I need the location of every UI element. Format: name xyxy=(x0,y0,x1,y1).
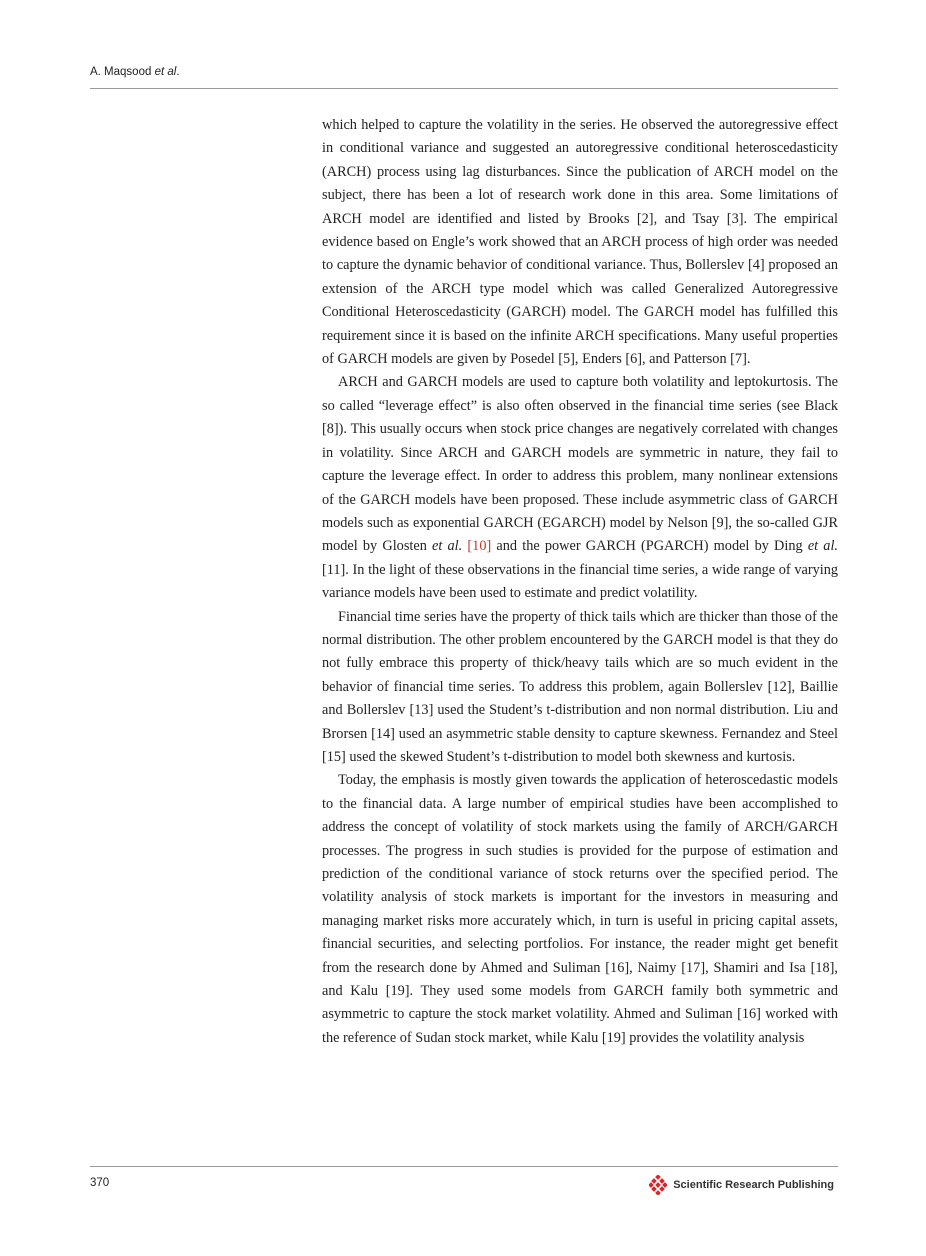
paragraph-3: Financial time series have the property of thick tails which are thicker than those of the normal distribution. The other problem encountered by the GARCH model is that they do not fully embrace this property of thick/heavy tails which are so much evident in the behavior of financial time series. To address this problem, again Bollerslev [12], Baillie and Bollerslev [13] used the Student’s t-distribution and non normal distribution. Liu and Brorsen [14] used an asymmetric stable density to capture skewness. Fernandez and Steel [15] used the skewed Student’s t-distribution to model both skewness and kurtosis. xyxy=(322,608,838,765)
footer-rule xyxy=(90,1166,838,1167)
running-head-author: A. Maqsood xyxy=(90,66,155,78)
running-head xyxy=(90,66,180,78)
header-rule xyxy=(90,88,838,89)
etal-glosten: et al. xyxy=(432,538,463,555)
paragraph-2-part-c: [11]. In the light of these observations in the financial time series, a wide range of varying variance models have been used to estimate and predict volatility. xyxy=(322,561,838,602)
paragraph-4: Today, the emphasis is mostly given towards the application of heteroscedastic models to the financial data. A large number of empirical studies have been accomplished to address the concept of volatility of stock markets using the family of ARCH/GARCH processes. The progress in such studies is provided for the purpose of estimation and prediction of the conditional variance of stock returns over the specified period. The volatility analysis of stock markets is important for the investors in measuring and managing market risks more accurately which, in turn is useful in pricing capital assets, financial securities, and selecting portfolios. For instance, the reader might get benefit from the research done by Ahmed and Suliman [16], Naimy [17], Shamiri and Isa [18], and Kalu [19]. They used some models from GARCH family both symmetric and asymmetric to capture the stock market volatility. Ahmed and Suliman [16] worked with the reference of Sudan stock market, while Kalu [19] provides the volatility analysis xyxy=(322,772,838,1046)
publisher-logo[interactable] xyxy=(649,1174,834,1196)
page-number: 370 xyxy=(90,1177,110,1189)
paragraph-2-part-b: and the power GARCH (PGARCH) model by Ding xyxy=(491,538,808,555)
etal-ding: et al. xyxy=(807,538,838,555)
paragraph-1: which helped to capture the volatility in the series. He observed the autoregressive effect in conditional variance and suggested an autoregressive conditional heteroscedasticity (ARCH) process using lag disturbances. Since the publication of ARCH model on the subject, there has been a lot of research work done in this area. Some limitations of ARCH model are identified and listed by Brooks [2], and Tsay [3]. The empirical evidence based on Engle’s work showed that an ARCH process of high order was needed to capture the dynamic behavior of conditional variance. Thus, Bollerslev [4] proposed an extension of the ARCH type model which was called Generalized Autoregressive Conditional Heteroscedasticity (GARCH) model. The GARCH model has fulfilled this requirement since it is based on the infinite ARCH specifications. Many useful properties of GARCH models are given by Posedel [5], Enders [6], and Patterson [7]. xyxy=(322,117,838,368)
paragraph-2 xyxy=(322,371,838,605)
running-head-period: . xyxy=(176,66,180,78)
paragraph-2-part-a: ARCH and GARCH models are used to capture both volatility and leptokurtosis. The so called “leverage effect” is also often observed in the financial time series (see Black [8]). This usually occurs when stock price changes are negatively correlated with changes in volatility. Since ARCH and GARCH models are symmetric in nature, they fail to capture the leverage effect. In order to address this problem, many nonlinear extensions of the GARCH models have been proposed. These include asymmetric class of GARCH models such as exponential GARCH (EGARCH) model by Nelson [9], the so-called GJR model by Glosten xyxy=(322,374,838,555)
publisher-name: Scientific Research Publishing xyxy=(673,1179,834,1191)
article-body xyxy=(322,114,838,1050)
srp-diamond-logo-icon xyxy=(649,1175,667,1195)
running-head-etal: et al xyxy=(154,66,177,78)
reference-link-10[interactable]: [10] xyxy=(467,538,492,555)
